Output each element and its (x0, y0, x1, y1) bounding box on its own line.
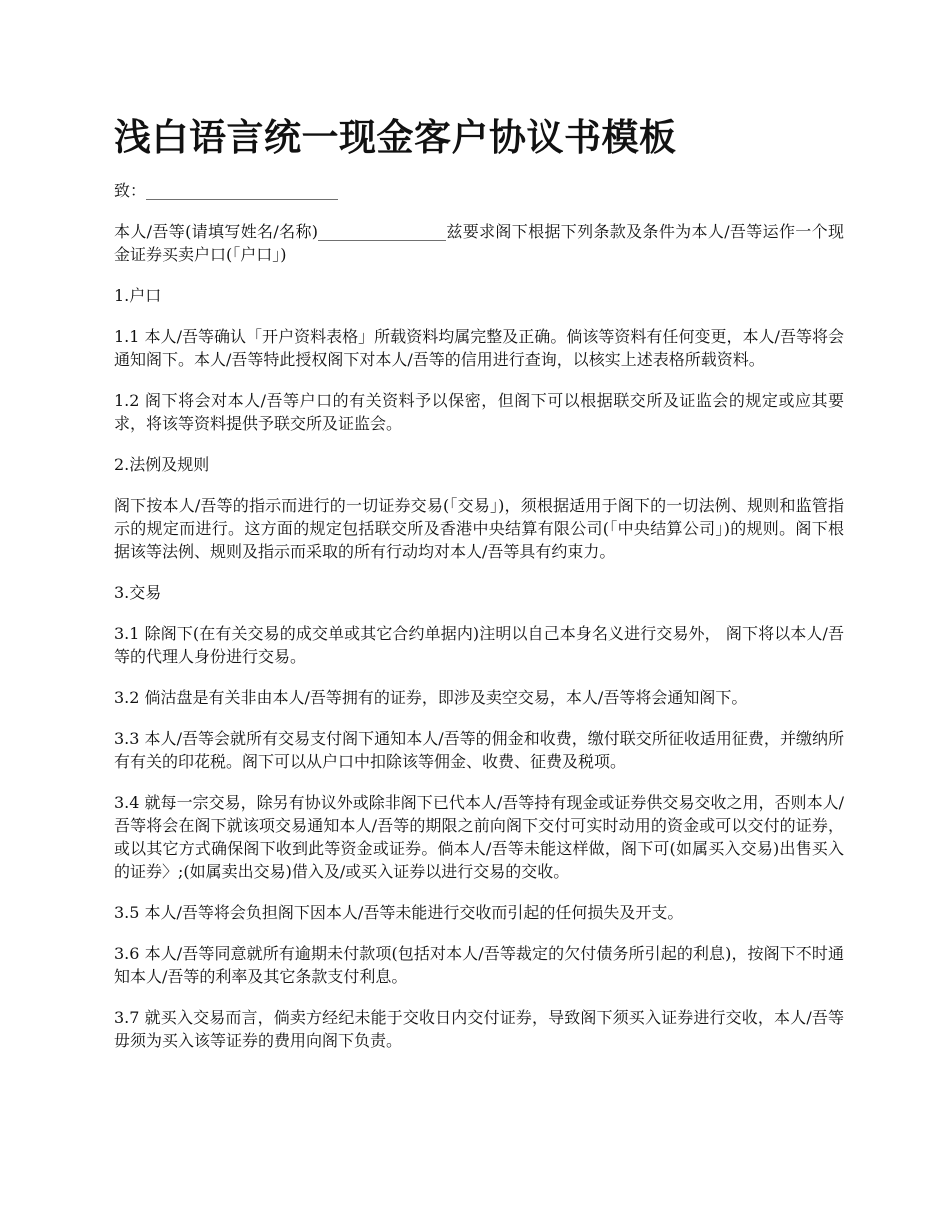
section-heading-laws: 2.法例及规则 (114, 455, 210, 474)
clause-3-5: 3.5 本人/吾等将会负担阁下因本人/吾等未能进行交收而引起的任何损失及开支。 (114, 903, 684, 922)
clause-3-6: 3.6 本人/吾等同意就所有逾期未付款项(包括对本人/吾等裁定的欠付债务所引起的利息)，按阁下不时通知本人/吾等的利率及其它条款支付利息。 (114, 944, 844, 986)
clause-3-4: 3.4 就每一宗交易，除另有协议外或除非阁下已代本人/吾等持有现金或证券供交易交收之用，否则本人/吾等将会在阁下就该项交易通知本人/吾等的期限之前向阁下交付可实时动用的资金或可以交付的证券，或以其它方式确保阁下收到此等资金或证券。倘本人/吾等未能这样做，阁下可(如属买入交易)出售买入的证券〉;(如属卖出交易)借入及/或买入证券以进行交易的交收。 (114, 793, 844, 881)
section-heading-account: 1.户口 (114, 286, 162, 305)
clause-3-1: 3.1 除阁下(在有关交易的成交单或其它合约单据内)注明以自己本身名义进行交易外， 阁下将以本人/吾等的代理人身份进行交易。 (114, 624, 844, 666)
document-body (114, 179, 844, 1070)
clause-3-2: 3.2 倘沽盘是有关非由本人/吾等拥有的证券，即涉及卖空交易，本人/吾等将会通知阁下。 (114, 688, 748, 707)
document-title: 浅白语言统一现金客户协议书模板 (114, 115, 677, 159)
clause-2-body: 阁下按本人/吾等的指示而进行的一切证券交易(「交易」)，须根据适用于阁下的一切法例、规则和监管指示的规定而进行。这方面的规定包括联交所及香港中央结算有限公司(「中央结算公司」)的规则。阁下根据该等法例、规则及指示而采取的所有行动均对本人/吾等具有约束力。 (114, 496, 844, 561)
section-heading-trading: 3.交易 (114, 583, 162, 602)
clause-1-2: 1.2 阁下将会对本人/吾等户口的有关资料予以保密，但阁下可以根据联交所及证监会的规定或应其要求，将该等资料提供予联交所及证监会。 (114, 391, 844, 433)
clause-1-1: 1.1 本人/吾等确认「开户资料表格」所载资料均属完整及正确。倘该等资料有任何变更，本人/吾等将会通知阁下。本人/吾等特此授权阁下对本人/吾等的信用进行查询，以核实上述表格所载资料。 (114, 327, 844, 369)
clause-3-7: 3.7 就买入交易而言，倘卖方经纪未能于交收日内交付证券，导致阁下须买入证券进行交收，本人/吾等毋须为买入该等证券的费用向阁下负责。 (114, 1008, 844, 1050)
request-paragraph: 本人/吾等(请填写姓名/名称)________________兹要求阁下根据下列条款及条件为本人/吾等运作一个现金证券买卖户口(「户口」) (114, 222, 844, 264)
addressee-line: 致：________________________ (114, 181, 339, 200)
clause-3-3: 3.3 本人/吾等会就所有交易支付阁下通知本人/吾等的佣金和收费，缴付联交所征收适用征费，并缴纳所有有关的印花税。阁下可以从户口中扣除该等佣金、收费、征费及税项。 (114, 729, 844, 771)
